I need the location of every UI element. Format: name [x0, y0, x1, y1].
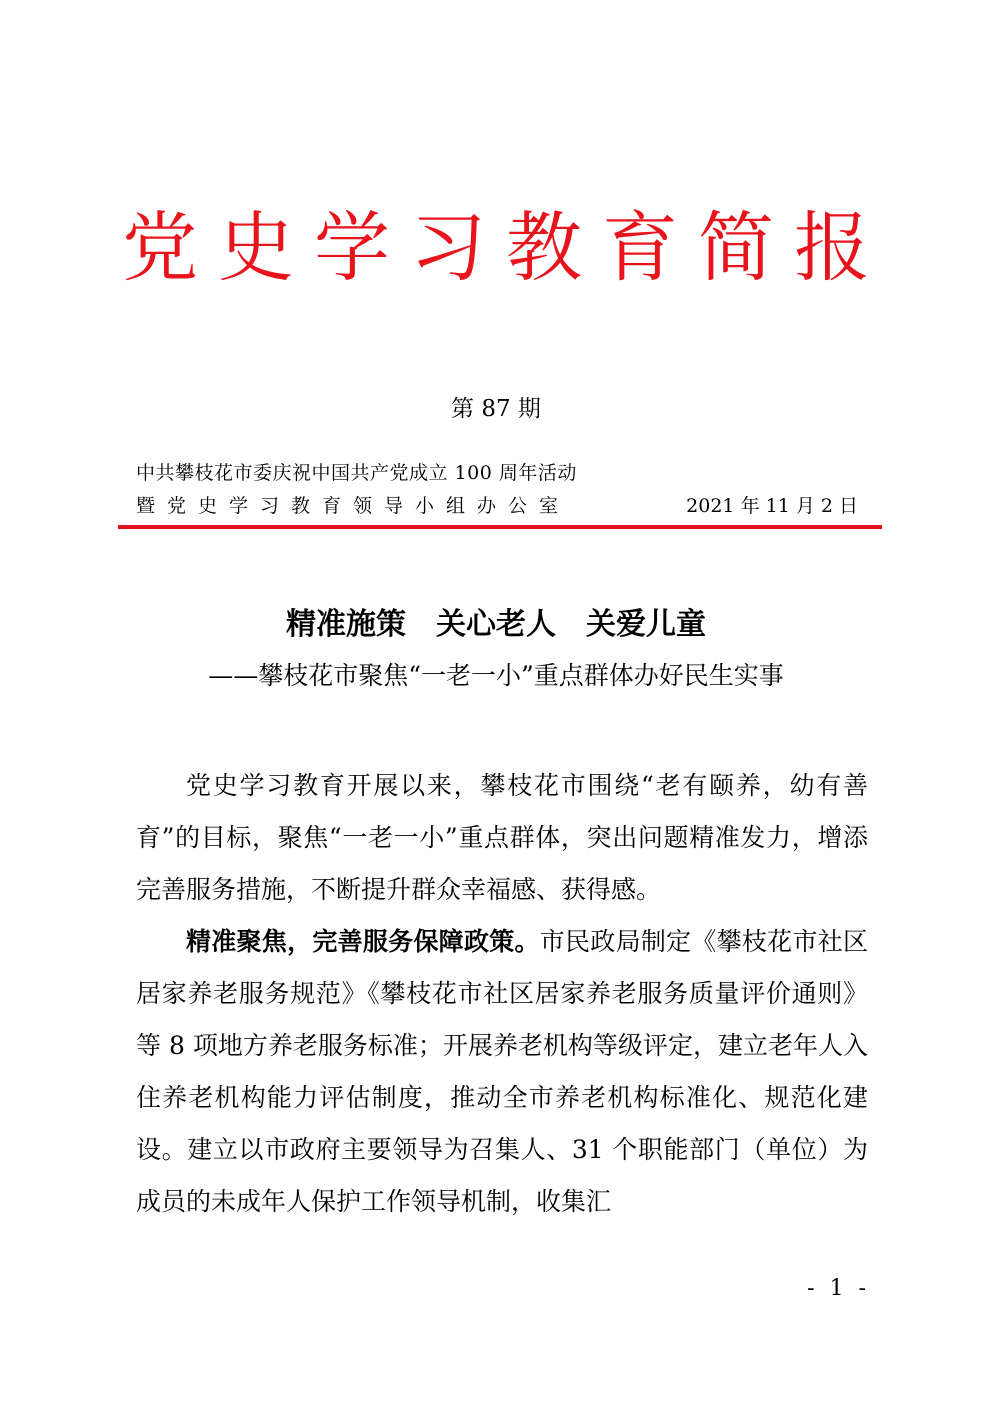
article-subtitle: ——攀枝花市聚焦“一老一小”重点群体办好民生实事	[208, 661, 784, 690]
red-divider-rule	[118, 525, 882, 529]
issue-number: 第 87 期	[451, 396, 541, 422]
page-number: - 1 -	[807, 1276, 870, 1301]
issue-date: 2021 年 11 月 2 日	[686, 495, 858, 517]
paragraph-policy-lead: 精准聚焦，完善服务保障政策。	[186, 927, 540, 956]
paragraph-intro	[136, 760, 868, 916]
article-body	[136, 760, 868, 1228]
issuer-line-2: 暨党史学习教育领导小组办公室	[136, 495, 571, 517]
masthead-title: 党史学习教育简报	[122, 203, 890, 292]
paragraph-intro-text: 党史学习教育开展以来，攀枝花市围绕“老有颐养，幼有善育”的目标，聚焦“一老一小”重点群体，突出问题精准发力，增添完善服务措施，不断提升群众幸福感、获得感。	[136, 771, 868, 904]
paragraph-policy	[136, 916, 868, 1228]
article-title: 精准施策 关心老人 关爱儿童	[286, 607, 706, 642]
issuer-line-1: 中共攀枝花市委庆祝中国共产党成立 100 周年活动	[136, 462, 577, 484]
paragraph-policy-text: 市民政局制定《攀枝花市社区居家养老服务规范》《攀枝花市社区居家养老服务质量评价通则》等 8 项地方养老服务标准；开展养老机构等级评定，建立老年人入住养老机构能力评估制度，推动全市养老机构标准化、规范化建设。建立以市政府主要领导为召集人、31 个职能部门（单位）为成员的未成年人保护工作领导机制，收集汇	[136, 927, 868, 1216]
